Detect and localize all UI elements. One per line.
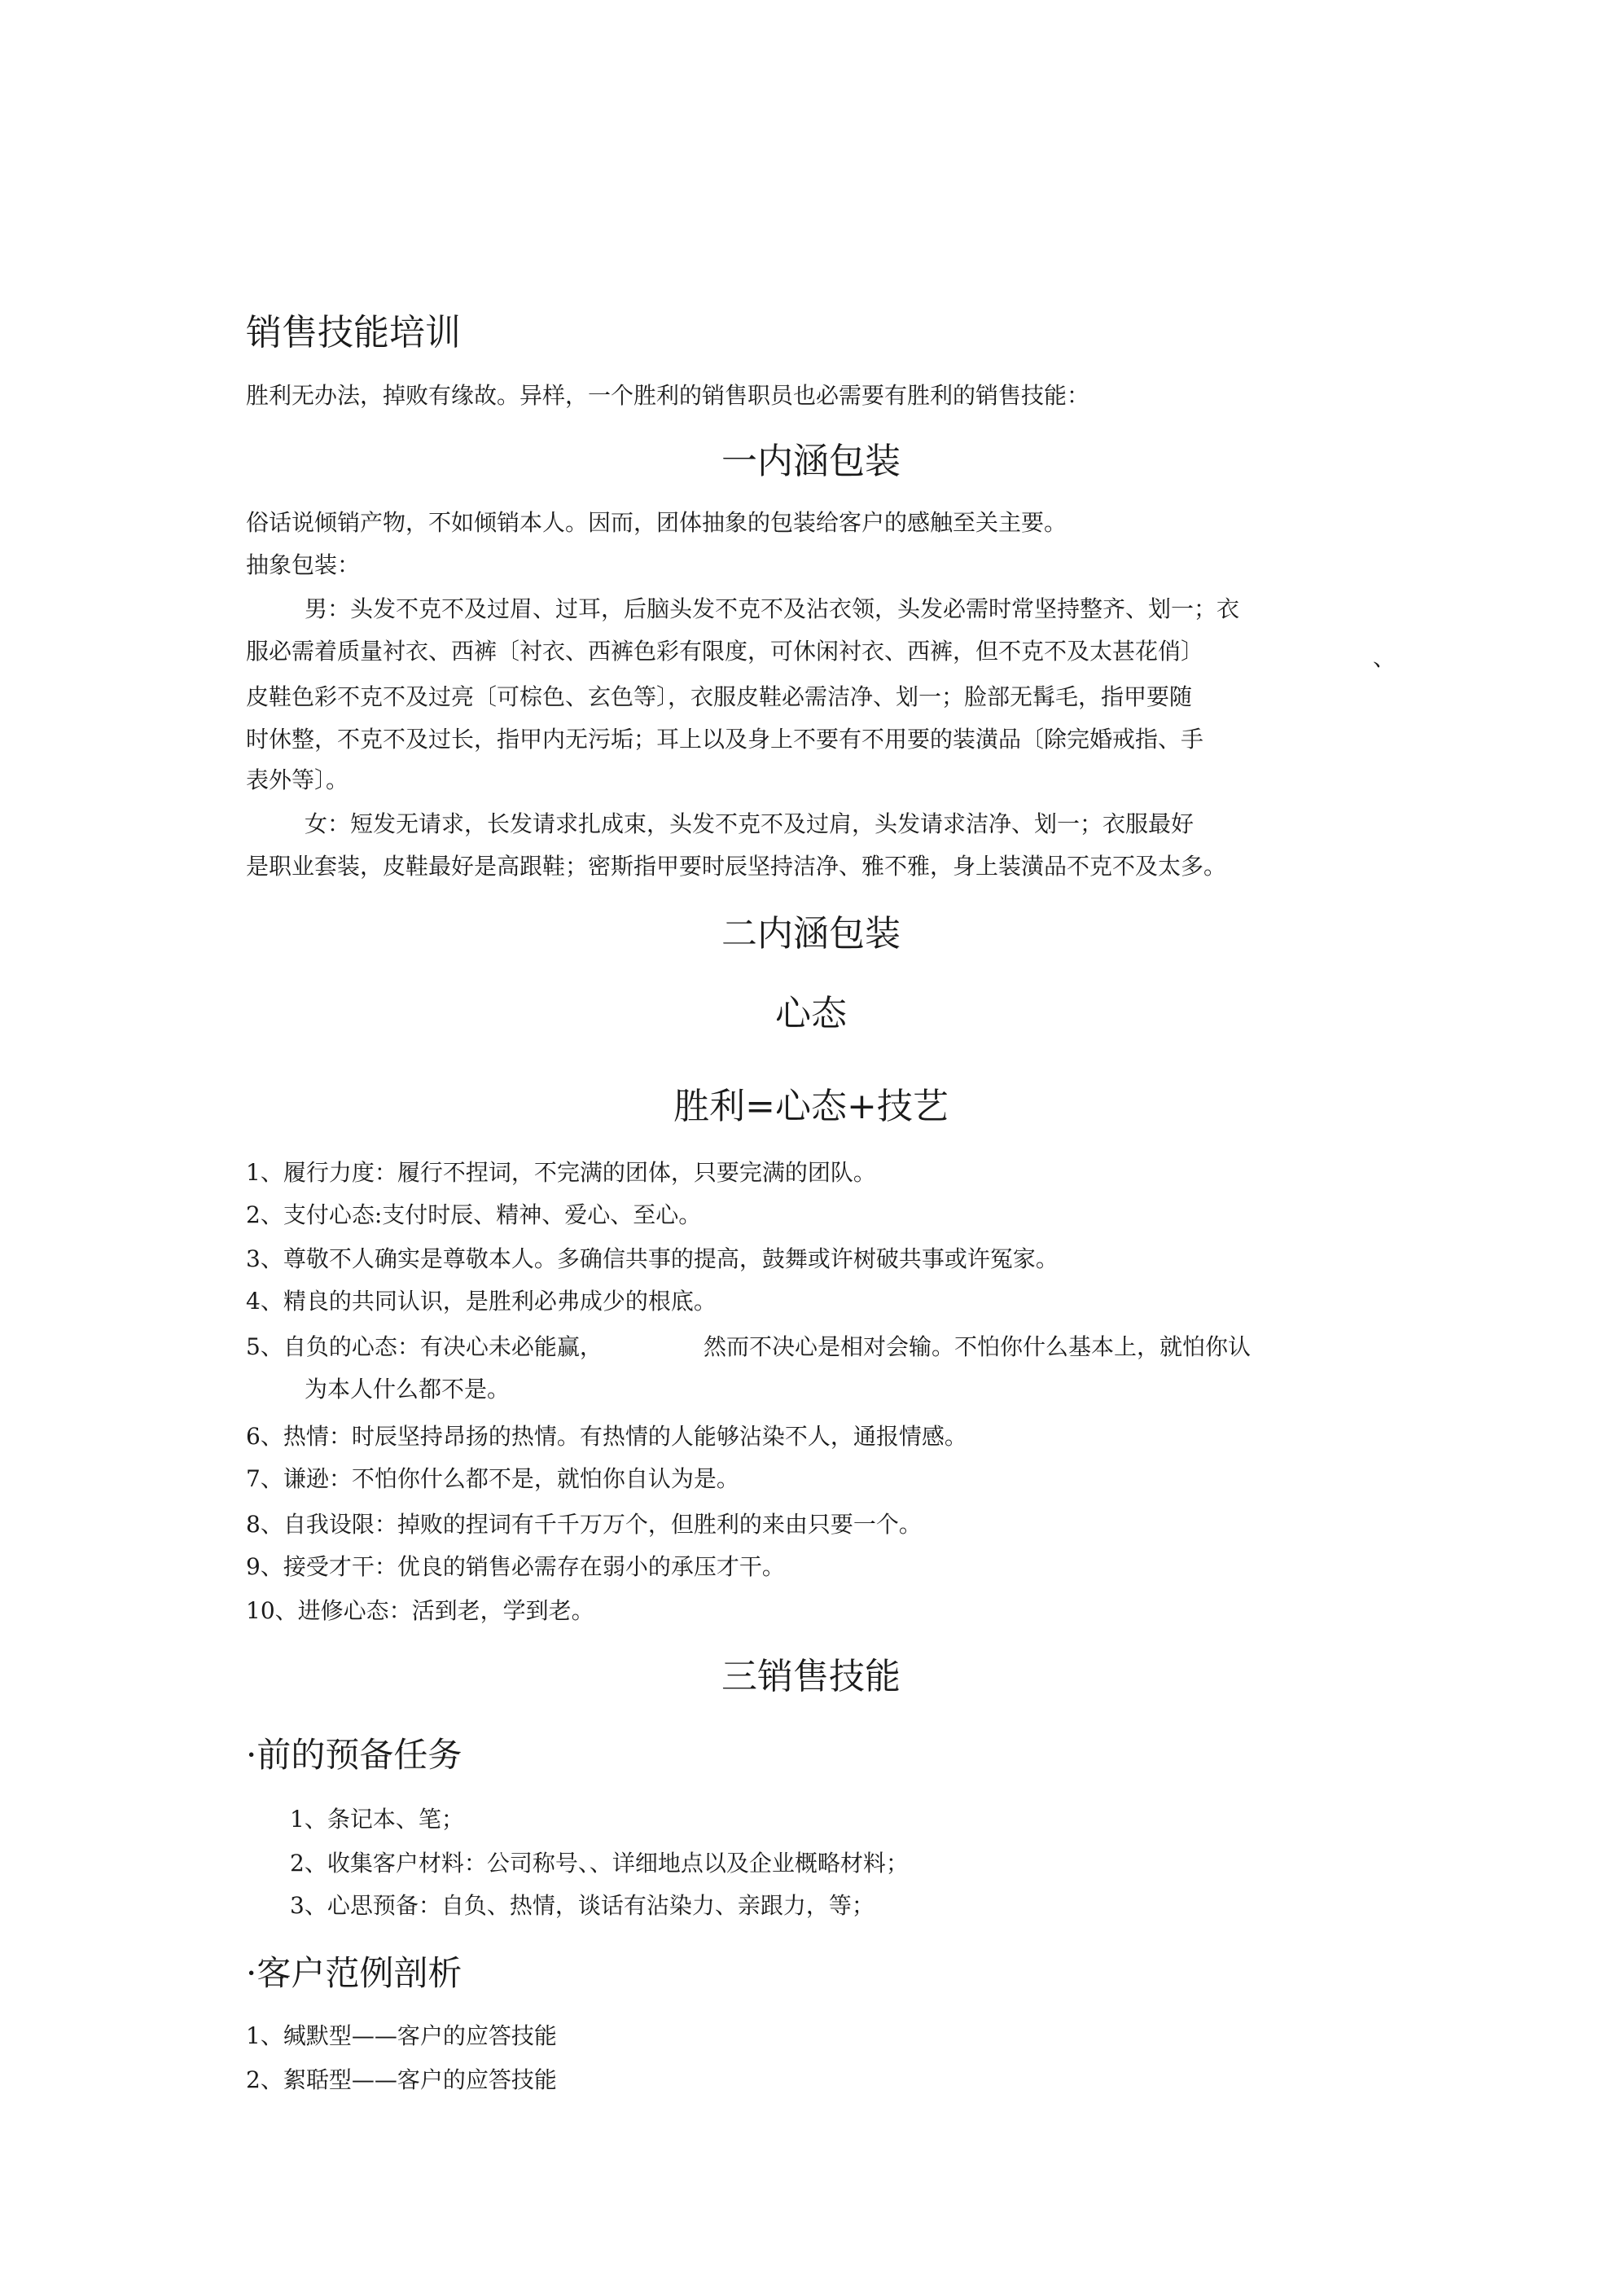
list-item: 2、支付心态:支付时辰、精神、爱心、至心。 (246, 1201, 702, 1228)
section-heading-3: 三销售技能 (721, 1656, 901, 1697)
list-item: 7、谦逊：不怕你什么都不是，就怕你自认为是。 (246, 1465, 739, 1492)
prep-item: 2、收集客户材料：公司称号、、详细地点以及企业概略材料； (290, 1850, 909, 1877)
section1-line: 俗话说倾销产物，不如倾销本人。因而，团体抽象的包装给客户的感触至关主要。 (246, 509, 1067, 536)
male-paragraph-line: 表外等〕。 (246, 766, 349, 793)
female-paragraph-line: 女：短发无请求，长发请求扎成束，头发不克不及过肩，头发请求洁净、划一；衣服最好 (305, 810, 1195, 837)
female-paragraph-line: 是职业套装，皮鞋最好是高跟鞋；密斯指甲要时辰坚持洁净、雅不雅，身上装潢品不克不及太多。 (246, 853, 1227, 880)
male-paragraph-line: 、 (1373, 644, 1396, 671)
list-item: 8、自我设限：掉败的捏词有千千万万个，但胜利的来由只要一个。 (246, 1511, 922, 1538)
male-paragraph-line: 皮鞋色彩不克不及过亮〔可棕色、玄色等〕，衣服皮鞋必需洁净、划一；脸部无髯毛，指甲要随 (246, 683, 1193, 710)
list-item: 6、热情：时辰坚持昂扬的热情。有热情的人能够沾染不人，通报情感。 (246, 1423, 967, 1450)
section2-subheading: 心态 (775, 993, 847, 1034)
list-item: 4、精良的共同认识，是胜利必弗成少的根底。 (246, 1288, 717, 1315)
analysis-heading: ·客户范例剖析 (246, 1953, 462, 1993)
list-item: 5、自负的心态：有决心未必能赢， (246, 1333, 603, 1360)
prep-item: 1、条记本、笔； (290, 1806, 464, 1833)
list-item: 然而不决心是相对会输。不怕你什么基本上，就怕你认 (704, 1333, 1252, 1360)
analysis-item: 1、缄默型——客户的应答技能 (246, 2022, 557, 2049)
list-item: 1、履行力度：履行不捏词，不完满的团体，只要完满的团队。 (246, 1159, 876, 1186)
section-heading-2: 二内涵包装 (721, 913, 901, 955)
prep-heading: ·前的预备任务 (246, 1735, 462, 1775)
list-item: 为本人什么都不是。 (305, 1376, 511, 1403)
list-item: 10、进修心态：活到老，学到老。 (246, 1597, 594, 1624)
list-item: 3、尊敬不人确实是尊敬本人。多确信共事的提高，鼓舞或许树破共事或许冤家。 (246, 1245, 1059, 1272)
intro-paragraph: 胜利无办法，掉败有缘故。异样，一个胜利的销售职员也必需要有胜利的销售技能： (246, 382, 1090, 409)
section-heading-1: 一内涵包装 (721, 441, 901, 482)
prep-item: 3、心思预备：自负、热情，谈话有沾染力、亲跟力，等； (290, 1892, 875, 1919)
list-item: 9、接受才干：优良的销售必需存在弱小的承压才干。 (246, 1553, 785, 1580)
male-paragraph-line: 时休整，不克不及过长，指甲内无污垢；耳上以及身上不要有不用要的装潢品〔除完婚戒指、手 (246, 726, 1204, 753)
male-paragraph-line: 男：头发不克不及过眉、过耳，后脑头发不克不及沾衣领，头发必需时常坚持整齐、划一；衣 (305, 595, 1240, 622)
analysis-item: 2、絮聒型——客户的应答技能 (246, 2066, 557, 2093)
section2-formula: 胜利=心态+技艺 (673, 1086, 949, 1127)
male-paragraph-line: 服必需着质量衬衣、西裤〔衬衣、西裤色彩有限度，可休闲衬衣、西裤，但不克不及太甚花俏〕 (246, 638, 1204, 665)
document-title: 销售技能培训 (246, 312, 461, 353)
section1-line: 抽象包装： (246, 551, 361, 578)
